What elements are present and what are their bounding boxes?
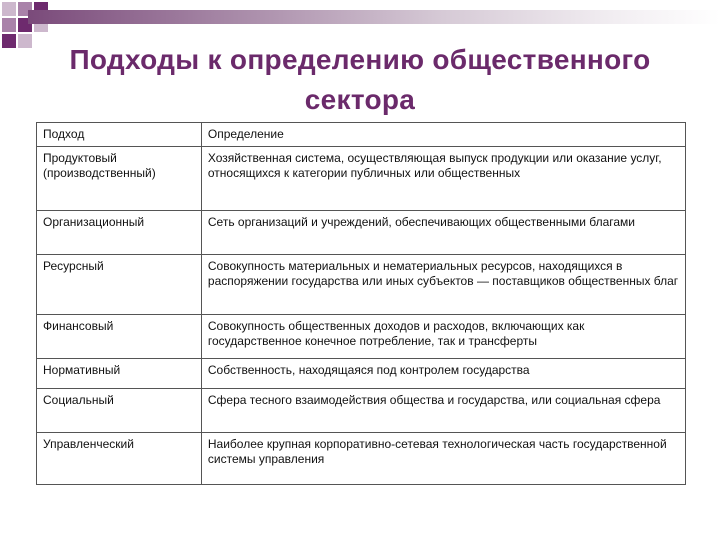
definition-cell: Совокупность материальных и нематериальных ресурсов, находящихся в распоряжении государства или иных субъектов — поставщиков общественных благ <box>201 255 685 315</box>
approach-cell: Ресурсный <box>37 255 202 315</box>
approach-cell: Нормативный <box>37 359 202 389</box>
approach-cell: Управленческий <box>37 433 202 485</box>
slide-title <box>20 40 700 120</box>
table-row <box>37 389 686 433</box>
table-row <box>37 147 686 211</box>
table-header-row <box>37 123 686 147</box>
title-line-1: Подходы к определению общественного <box>69 44 651 75</box>
header-cell-approach: Подход <box>37 123 202 147</box>
table-row <box>37 211 686 255</box>
approaches-table <box>36 122 686 485</box>
deco-square <box>2 34 16 48</box>
title-line-2: сектора <box>304 84 416 115</box>
definition-cell: Сеть организаций и учреждений, обеспечивающих общественными благами <box>201 211 685 255</box>
deco-square <box>2 2 16 16</box>
definition-cell: Хозяйственная система, осуществляющая выпуск продукции или оказание услуг, относящихся к категории публичных или общественных <box>201 147 685 211</box>
table-row <box>37 433 686 485</box>
definition-cell: Совокупность общественных доходов и расходов, включающих как государственное конечное потребление, так и трансферты <box>201 315 685 359</box>
definition-cell: Сфера тесного взаимодействия общества и государства, или социальная сфера <box>201 389 685 433</box>
definition-cell: Собственность, находящаяся под контролем государства <box>201 359 685 389</box>
definition-cell: Наиболее крупная корпоративно-сетевая технологическая часть государственной системы управления <box>201 433 685 485</box>
approach-cell: Организационный <box>37 211 202 255</box>
table-row <box>37 315 686 359</box>
table-row <box>37 255 686 315</box>
table-row <box>37 359 686 389</box>
approach-cell: Социальный <box>37 389 202 433</box>
header-gradient-bar <box>28 10 720 24</box>
approach-cell: Финансовый <box>37 315 202 359</box>
approach-cell: Продуктовый (производственный) <box>37 147 202 211</box>
header-cell-definition: Определение <box>201 123 685 147</box>
deco-square <box>2 18 16 32</box>
